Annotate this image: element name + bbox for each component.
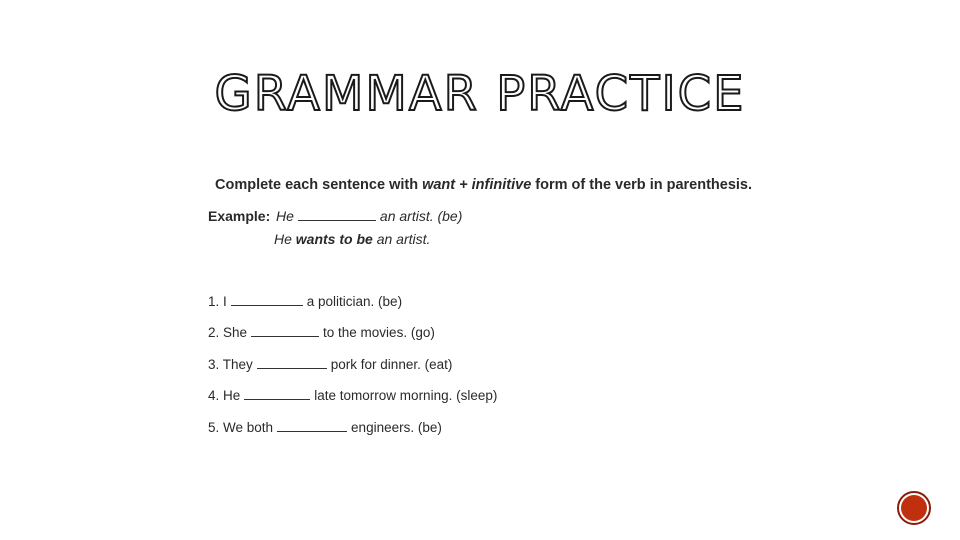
example-blank — [298, 208, 376, 221]
answer-blank — [277, 419, 347, 432]
instruction-part1: Complete each sentence with — [215, 177, 423, 193]
item-post: engineers. (be) — [351, 420, 442, 435]
example-line2-post: an artist. — [372, 231, 431, 247]
instruction-text — [215, 177, 752, 193]
slide-badge-icon — [897, 491, 931, 525]
example-line2-bold: wants to be — [295, 231, 373, 247]
example-line1-pre: He — [276, 208, 294, 224]
item-post: late tomorrow morning. (sleep) — [314, 388, 498, 403]
exercise-item — [208, 387, 497, 403]
item-post: pork for dinner. (eat) — [330, 357, 453, 372]
exercise-item — [208, 324, 435, 340]
item-pre: 3. They — [208, 357, 253, 372]
example-line-1 — [276, 208, 462, 224]
example-line2-pre: He — [274, 231, 296, 247]
answer-blank — [244, 387, 310, 400]
instruction-part2: form of the verb in parenthesis. — [531, 177, 753, 193]
example-label: Example: — [208, 208, 271, 224]
badge-fill — [901, 495, 927, 521]
exercise-item — [208, 419, 442, 435]
item-pre: 5. We both — [208, 420, 274, 435]
slide-title: GRAMMAR PRACTICE — [214, 66, 746, 122]
item-pre: 4. He — [208, 388, 241, 403]
item-post: a politician. (be) — [306, 294, 403, 309]
example-line-2 — [274, 231, 430, 247]
exercise-item — [208, 293, 402, 309]
instruction-emphasis: want + infinitive — [422, 177, 532, 193]
example-line1-post: an artist. (be) — [379, 208, 463, 224]
answer-blank — [231, 293, 303, 306]
item-pre: 1. I — [208, 294, 227, 309]
item-pre: 2. She — [208, 325, 248, 340]
answer-blank — [251, 324, 319, 337]
exercise-item — [208, 356, 452, 372]
item-post: to the movies. (go) — [323, 325, 435, 340]
answer-blank — [257, 356, 327, 369]
